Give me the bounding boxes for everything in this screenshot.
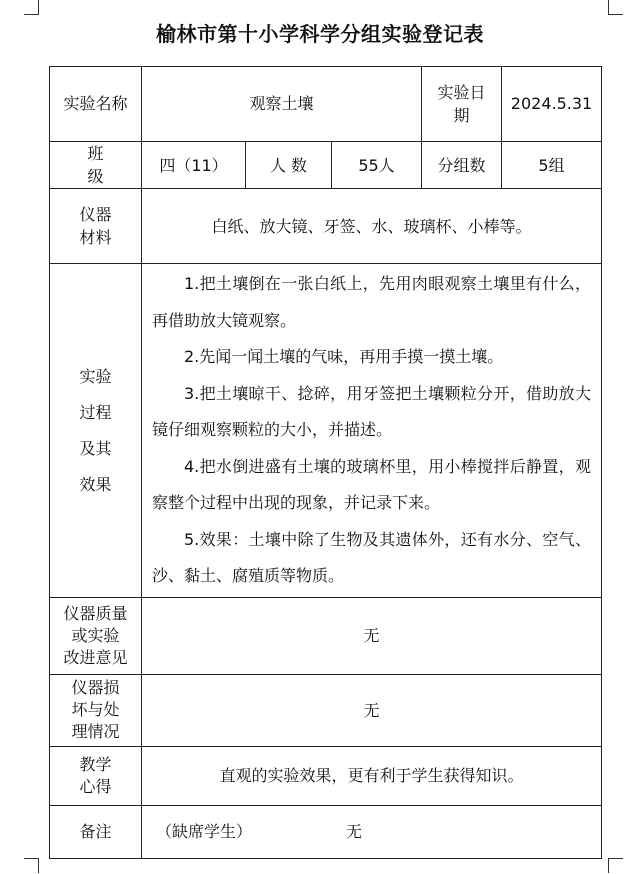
table-row [50, 142, 602, 189]
table-row [50, 597, 602, 674]
experiment-name-value: 观察土壤 [142, 67, 422, 142]
student-count-label: 人 数 [246, 142, 332, 189]
crop-mark-bottom-right [608, 858, 623, 873]
process-step: 4.把水倒进盛有土壤的玻璃杯里，用小棒搅拌后静置，观察整个过程中出现的现象，并记录下来。 [152, 456, 591, 513]
remarks-value [142, 805, 602, 858]
table-row [50, 746, 602, 805]
class-label: 班 级 [50, 142, 142, 189]
absent-students-label: （缺席学生） [156, 822, 253, 842]
class-value: 四（11） [142, 142, 246, 189]
absent-students-value: 无 [346, 822, 363, 842]
table-row [50, 264, 602, 598]
process-steps [142, 264, 602, 598]
process-step: 3.把土壤晾干、捻碎，用牙签把土壤颗粒分开，借助放大镜仔细观察颗粒的大小，并描述。 [152, 383, 591, 440]
experiment-date-label: 实验日 期 [422, 67, 502, 142]
crop-mark-bottom-left [24, 858, 39, 873]
process-step: 1.把土壤倒在一张白纸上，先用肉眼观察土壤里有什么，再借助放大镜观察。 [152, 274, 591, 330]
experiment-date-value: 2024.5.31 [502, 67, 602, 142]
group-count-value: 5组 [502, 142, 602, 189]
reflection-label: 教学 心得 [50, 746, 142, 805]
materials-label: 仪器 材料 [50, 189, 142, 264]
group-count-label: 分组数 [422, 142, 502, 189]
damage-label: 仪器损 坏与处 理情况 [50, 674, 142, 746]
experiment-name-label: 实验名称 [50, 67, 142, 142]
page-title: 榆林市第十小学科学分组实验登记表 [156, 22, 484, 46]
quality-value: 无 [142, 597, 602, 674]
table-row [50, 674, 602, 746]
quality-label: 仪器质量 或实验 改进意见 [50, 597, 142, 674]
process-label: 实验 过程 及其 效果 [50, 264, 142, 598]
student-count-value: 55人 [332, 142, 422, 189]
crop-mark-top-right [608, 0, 623, 15]
experiment-record-table [49, 66, 602, 859]
table-row [50, 189, 602, 264]
process-step: 5.效果：土壤中除了生物及其遗体外，还有水分、空气、沙、黏土、腐殖质等物质。 [152, 529, 591, 586]
remarks-label: 备注 [50, 805, 142, 858]
materials-value: 白纸、放大镜、牙签、水、玻璃杯、小棒等。 [142, 189, 602, 264]
damage-value: 无 [142, 674, 602, 746]
reflection-value: 直观的实验效果，更有利于学生获得知识。 [142, 746, 602, 805]
table-row [50, 67, 602, 142]
process-step: 2.先闻一闻土壤的气味，再用手摸一摸土壤。 [184, 347, 504, 367]
table-row [50, 805, 602, 858]
crop-mark-top-left [24, 0, 39, 15]
